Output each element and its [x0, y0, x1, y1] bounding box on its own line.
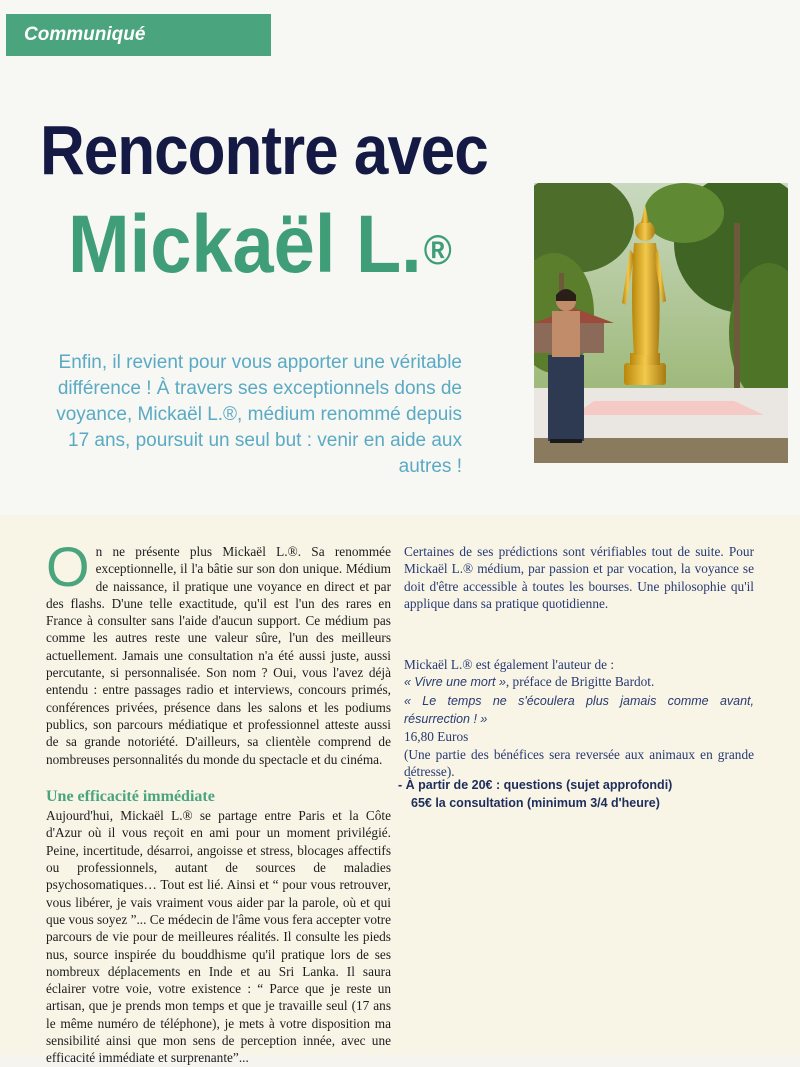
pricing-block	[398, 776, 758, 812]
author-line: Mickaël L.® est également l'auteur de :	[404, 657, 615, 673]
registered-mark: ®	[423, 227, 452, 275]
drop-cap: O	[46, 535, 90, 598]
right-column	[404, 543, 754, 780]
book-1	[404, 673, 754, 691]
buddha-statue-photo-illustration	[534, 183, 788, 463]
charity-note: (Une partie des bénéfices sera reversée aux animaux en grande détresse).	[404, 746, 754, 779]
body-paragraph: Aujourd'hui, Mickaël L.® se partage entre Paris et la Côte d'Azur où il vous reçoit en ami pour un moment privilégié. Peine, incertitude, désarroi, angoisse et stress, blocages affectifs ou professionnels, autant de sources de maladies psychosomatiques… Tout est lié. Ainsi et “ pour vous retrouver, vous libérer, je vais vraiment vous aider par la parole, où et qui que vous soyez ”... Ce médecin de l'âme vous fera accepter votre parcours de vie pour de meilleures réalités. Il consulte les pieds nus, source inspirée du bouddhisme qu'il pratique lors de ses nombreux déplacements en Inde et au Sri Lanka. Il saura éclairer votre voie, votre existence : “ Parce que je reste un artisan, que je prends mon temps et que je travaille seul (17 ans le même numéro de téléphone), je mets à votre disposition ma sensibilité ainsi que mon sens de perception innée, avec une efficacité immédiate et surprenante”...	[46, 808, 392, 1066]
pricing-line-consultation: 65€ la consultation (minimum 3/4 d'heure)	[411, 796, 660, 810]
opening-paragraph	[46, 535, 391, 768]
section-subheading: Une efficacité immédiate	[46, 787, 215, 805]
article-photo	[534, 183, 788, 463]
book-2	[404, 692, 754, 729]
intro-paragraph: Enfin, il revient pour vous apporter une véritable différence ! À travers ses exceptionnels dons de voyance, Mickaël L.®, médium renommé depuis 17 ans, poursuit un seul but : venir en aide aux autres !	[56, 352, 462, 477]
headline-line-2	[68, 196, 452, 293]
book-price: 16,80 Euros	[404, 729, 469, 745]
pricing-line-questions: - À partir de 20€ : questions (sujet approfondi)	[398, 778, 673, 792]
right-paragraph: Certaines de ses prédictions sont vérifiables tout de suite. Pour Mickaël L.® médium, par passion et par vocation, la voyance se doit d'être accessible à toutes les bourses. Une philosophie qu'il applique dans sa pratique quotidienne.	[404, 544, 754, 611]
headline-name: Mickaël L.	[68, 198, 422, 290]
book-1-suffix: , préface de Brigitte Bardot.	[505, 674, 655, 690]
book-2-title: « Le temps ne s'écoulera plus jamais comme avant, résurrection ! »	[404, 693, 754, 727]
book-1-title: « Vivre une mort »	[404, 675, 506, 690]
headline-line-1: Rencontre avec	[40, 112, 488, 190]
section-banner: Communiqué	[6, 14, 271, 56]
opening-paragraph-text: n ne présente plus Mickaël L.®. Sa renommée exceptionnelle, il l'a bâtie sur son don unique. Médium de naissance, il pratique une voyance en direct et par des flashs. D'une telle exactitude, qu'il est l'un des rares en France à consulter sans l'aide d'aucun support. Ce médium pas comme les autres reste une valeur sûre, l'un des meilleurs actuellement. Jamais une consultation n'a été aussi juste, aussi percutante, si personnalisée. Son nom ? Oui, vous l'avez déjà entendu : entre passages radio et interviews, concours primés, conférences privées, présence dans les salons et les podiums publics, son parcours médiatique et professionnel atteste aussi de sa grande notoriété. D'ailleurs, sa clientèle comprend de nombreuses personnalités du monde du spectacle et du cinéma.	[46, 544, 391, 767]
left-column	[46, 535, 392, 1067]
